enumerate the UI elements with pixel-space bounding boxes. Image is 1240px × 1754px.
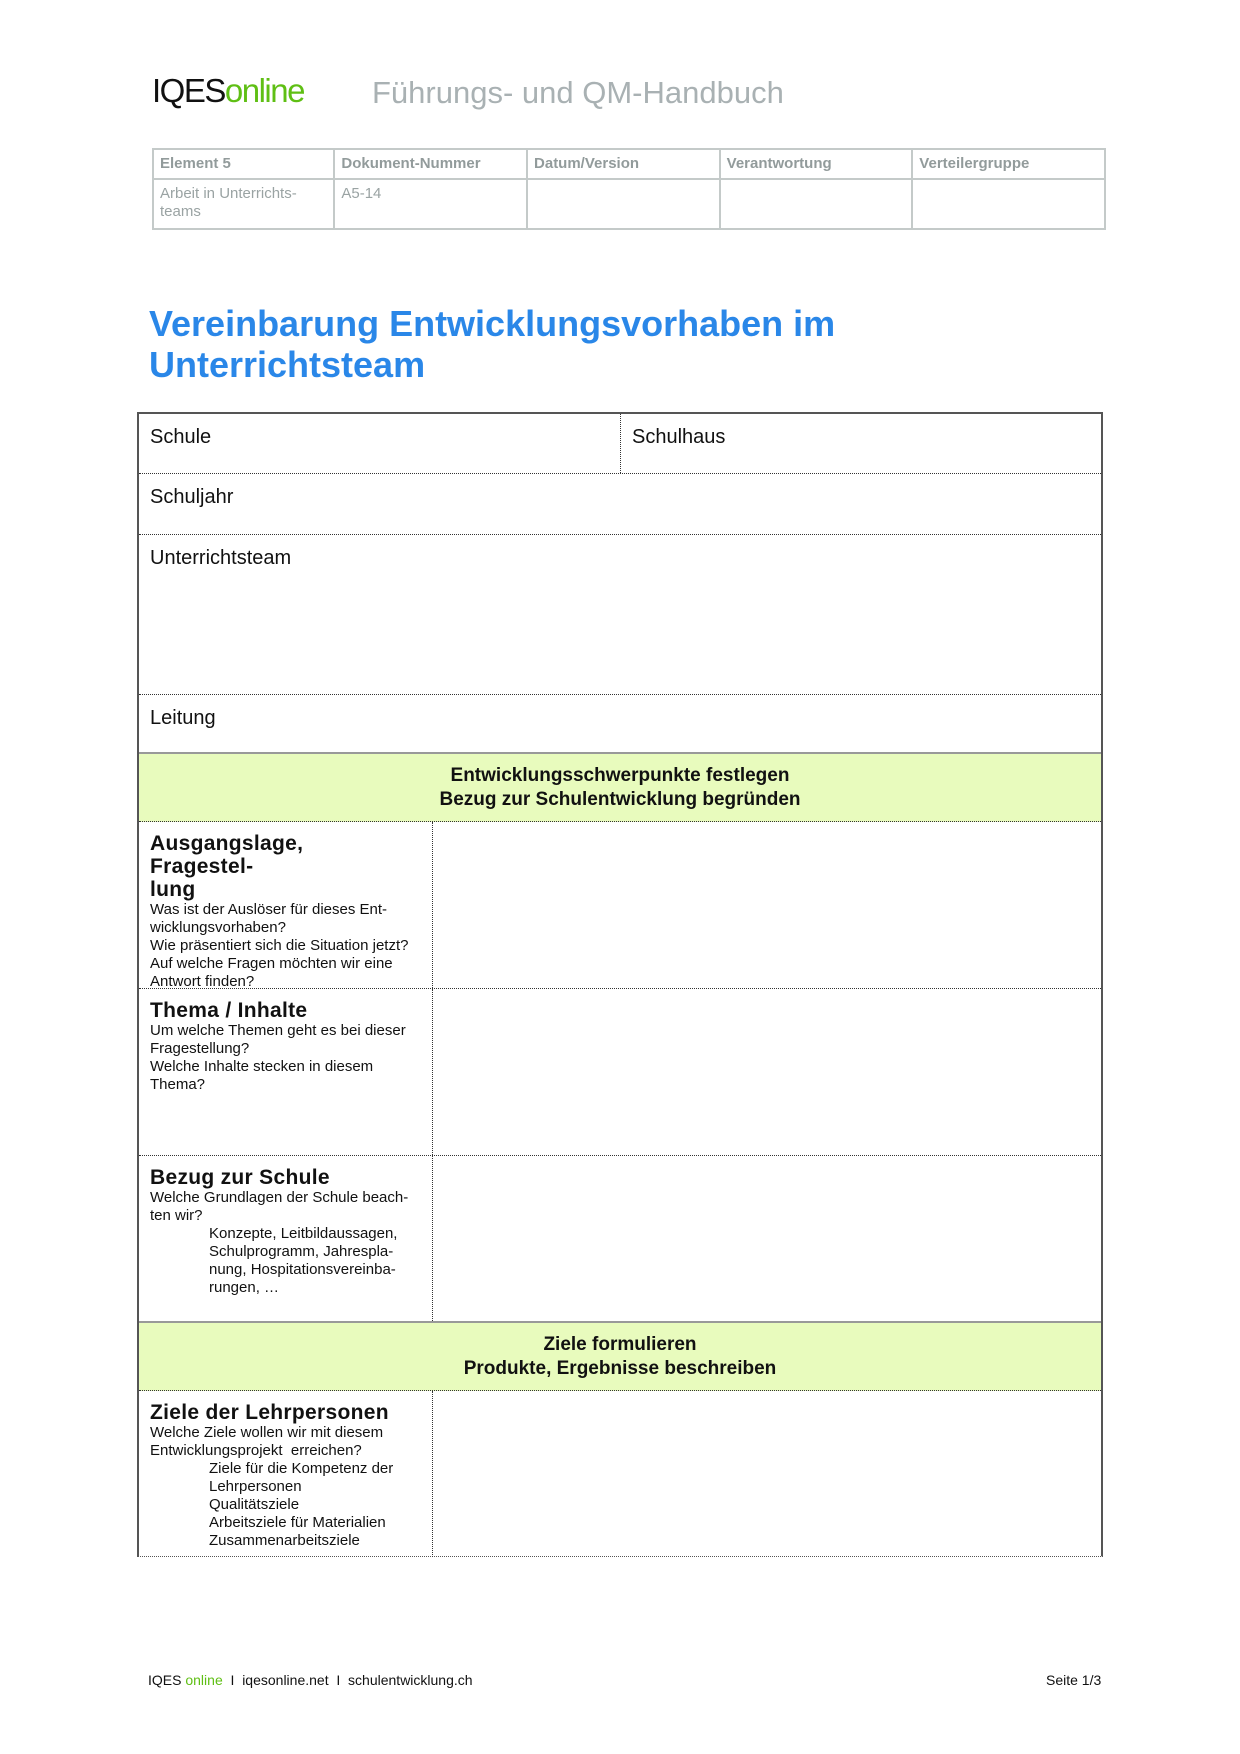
column-divider [432,1391,433,1557]
column-divider [432,1156,433,1321]
ziele-sub-item: Qualitätsziele [209,1496,300,1513]
section-header-text [139,764,1101,812]
meta-header-verteilergruppe: Verteilergruppe [912,149,1105,179]
meta-value-dokument-nummer: A5-14 [334,179,527,229]
section1-line1: Entwicklungsschwerpunkte festlegen [450,765,790,786]
meta-header-element: Element 5 [153,149,334,179]
ziele-title: Ziele der Lehrpersonen [150,1401,389,1424]
ausgangslage-text: Was ist der Auslöser für dieses Ent- wicklungsvorhaben? Wie präsentiert sich die Situation jetzt? Auf welche Fragen möchten wir eine Antwort finden? [150,901,409,990]
row-schuljahr [139,474,1101,535]
row-schule-schulhaus [139,414,1101,474]
ziele-prompt [150,1401,430,1550]
meta-header-verantwortung: Verantwortung [720,149,913,179]
logo-iqes: IQES [152,72,225,109]
meta-value-verantwortung [720,179,913,229]
ziele-sub-item: Ziele für die Kompetenz der Lehrpersonen [209,1460,394,1495]
meta-header-dokument-nummer: Dokument-Nummer [334,149,527,179]
section2-line1: Ziele formulieren [543,1334,697,1355]
field-schulhaus-label: Schulhaus [632,426,726,448]
column-divider [432,989,433,1155]
ziele-text: Welche Ziele wollen wir mit diesem Entwicklungsprojekt erreichen? [150,1424,384,1459]
ausgangslage-title: Ausgangslage, Fragestel- lung [150,832,304,901]
iqes-online-logo [152,72,304,110]
thema-prompt [150,999,430,1094]
section2-line2: Produkte, Ergebnisse beschreiben [463,1358,777,1379]
bezug-prompt [150,1166,430,1297]
field-schule-label: Schule [150,426,212,448]
section-header-ziele [139,1323,1101,1391]
footer-link-iqesonline[interactable]: iqesonline.net [242,1672,329,1688]
row-thema [139,989,1101,1156]
field-leitung-label: Leitung [150,707,216,729]
bezug-title: Bezug zur Schule [150,1166,330,1189]
section-header-schwerpunkte [139,754,1101,822]
ziele-sub-item: Arbeitsziele für Materialien [209,1514,386,1531]
document-meta-table [152,148,1106,230]
agreement-form [137,412,1103,1557]
row-leitung [139,695,1101,754]
footer-separator: I [336,1672,341,1688]
column-divider [432,822,433,988]
meta-header-datum-version: Datum/Version [527,149,720,179]
document-title: Vereinbarung Entwicklungsvorhaben im Unterrichtsteam [149,303,836,385]
row-ziele [139,1391,1101,1557]
footer-links [148,1672,473,1688]
ausgangslage-prompt [150,832,430,991]
meta-value-verteilergruppe [912,179,1105,229]
footer-separator: I [230,1672,235,1688]
thema-title: Thema / Inhalte [150,999,308,1022]
meta-value-datum-version [527,179,720,229]
footer-brand-iqes: IQES [148,1672,182,1688]
field-schuljahr-label: Schuljahr [150,486,234,508]
section-header-text [139,1333,1101,1381]
row-unterrichtsteam [139,535,1101,695]
ziele-sub-item: Zusammenarbeitsziele [209,1532,360,1549]
footer-brand-online: online [185,1672,223,1688]
bezug-text: Welche Grundlagen der Schule beach- ten wir? [150,1189,409,1224]
meta-value-element: Arbeit in Unterrichts-teams [153,179,334,229]
row-bezug [139,1156,1101,1323]
thema-text: Um welche Themen geht es bei dieser Fragestellung? Welche Inhalte stecken in diesem Thema? [150,1022,406,1093]
bezug-sub: Konzepte, Leitbildaussagen, Schulprogramm, Jahrespla- nung, Hospitationsvereinba- rungen, … [209,1225,398,1296]
section1-line2: Bezug zur Schulentwicklung begründen [439,789,801,810]
column-divider [620,414,621,473]
logo-online: online [224,72,304,109]
page-number: Seite 1/3 [1046,1672,1102,1688]
row-ausgangslage [139,822,1101,989]
handbook-title: Führungs- und QM-Handbuch [372,75,784,110]
ziele-sub-list [150,1460,430,1550]
footer-link-schulentwicklung[interactable]: schulentwicklung.ch [348,1672,473,1688]
field-unterrichtsteam-label: Unterrichtsteam [150,547,292,569]
